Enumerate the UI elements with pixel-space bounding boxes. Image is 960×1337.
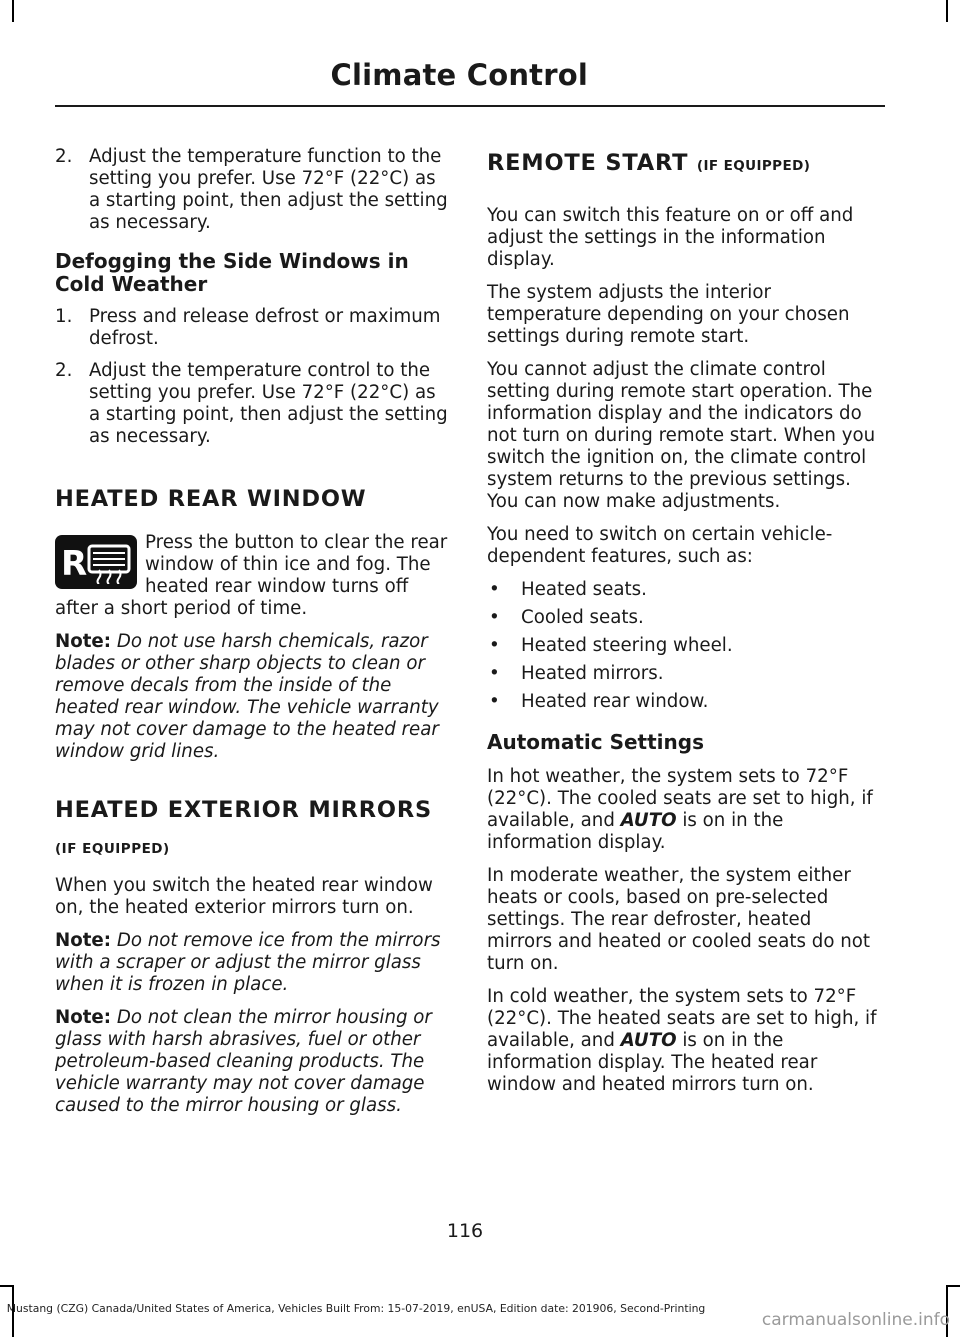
section-heading-remote-start: REMOTE START (IF EQUIPPED) <box>487 150 811 176</box>
left-column <box>55 146 449 1128</box>
svg-text:R: R <box>61 544 88 584</box>
paragraph: In cold weather, the system sets to 72°F (22°C). The heated seats are set to high, if available, and AUTO is on in the information display. The heated rear window and heated mirrors turn on. <box>487 986 877 1095</box>
paragraph: In moderate weather, the system either heats or cools, based on pre-selected settings. The rear defroster, heated mirrors and heated or cooled seats do not turn on. <box>487 865 871 974</box>
list-item: 2. Adjust the temperature function to the setting you prefer. Use 72°F (22°C) as a starting point, then adjust the setting as necessary. <box>55 146 448 233</box>
header-divider <box>55 105 885 107</box>
page-number: 116 <box>446 1220 484 1242</box>
mirrors-paragraph: When you switch the heated rear window on, the heated exterior mirrors turn on. <box>55 875 433 918</box>
paragraph: In hot weather, the system sets to 72°F (22°C). The cooled seats are set to high, if available, and AUTO is on in the information display. <box>487 766 873 853</box>
note-paragraph: Note: Do not clean the mirror housing or glass with harsh abrasives, fuel or other petroleum-based cleaning products. The vehicle warranty may not cover damage caused to the mirror housing or glass. <box>55 1007 432 1116</box>
paragraph: You can switch this feature on or off and adjust the settings in the information display. <box>487 205 854 270</box>
paragraph: The system adjusts the interior temperature depending on your chosen settings during remote start. <box>487 282 850 347</box>
footer-edition-info: Mustang (CZG) Canada/United States of America, Vehicles Built From: 15-07-2019, enUSA, Edition date: 201906, Second-Printing <box>6 1302 706 1315</box>
list-item: • Heated seats. <box>489 579 647 600</box>
list-item: • Heated rear window. <box>489 691 709 712</box>
section-heading-heated-exterior-mirrors: HEATED EXTERIOR MIRRORS <box>55 797 432 823</box>
note-paragraph: Note: Do not remove ice from the mirrors with a scraper or adjust the mirror glass when it is frozen in place. <box>55 930 441 995</box>
rear-defrost-icon <box>55 535 137 589</box>
crop-mark-bottom-left-h <box>0 1285 14 1287</box>
section-heading-defogging: Defogging the Side Windows in Cold Weather <box>55 249 409 296</box>
heated-rear-paragraph: R Press the button to clear the rear window of thin ice and fog. The heated rear window turns off after a short period of time. <box>55 532 448 619</box>
note-paragraph: Note: Do not use harsh chemicals, razor blades or other sharp objects to clean or remove decals from the inside of the heated rear window. The vehicle warranty may not cover damage to the heated rear window grid lines. <box>55 631 439 762</box>
section-heading-heated-rear-window: HEATED REAR WINDOW <box>55 486 367 512</box>
page-title: Climate Control <box>330 58 588 92</box>
crop-mark-top-left <box>12 0 14 22</box>
paragraph: You cannot adjust the climate control setting during remote start operation. The information display and the indicators do not turn on during remote start. When you switch the ignition on, the climate control system returns to the previous settings. You can now make adjustments. <box>487 359 876 512</box>
crop-mark-bottom-right-h <box>946 1285 960 1287</box>
list-item: • Cooled seats. <box>489 607 644 628</box>
section-heading-automatic-settings: Automatic Settings <box>487 730 704 754</box>
list-item: • Heated steering wheel. <box>489 635 733 656</box>
watermark: carmanualsonline.info <box>761 1310 950 1330</box>
list-item: 1. Press and release defrost or maximum defrost. <box>55 306 441 349</box>
paragraph: You need to switch on certain vehicle-dependent features, such as: <box>487 524 833 567</box>
list-item: • Heated mirrors. <box>489 663 664 684</box>
list-item: 2. Adjust the temperature control to the setting you prefer. Use 72°F (22°C) as a starting point, then adjust the setting as necessary. <box>55 360 448 447</box>
if-equipped-tag: (IF EQUIPPED) <box>55 841 170 857</box>
right-column <box>487 146 881 1107</box>
crop-mark-top-right <box>946 0 948 22</box>
